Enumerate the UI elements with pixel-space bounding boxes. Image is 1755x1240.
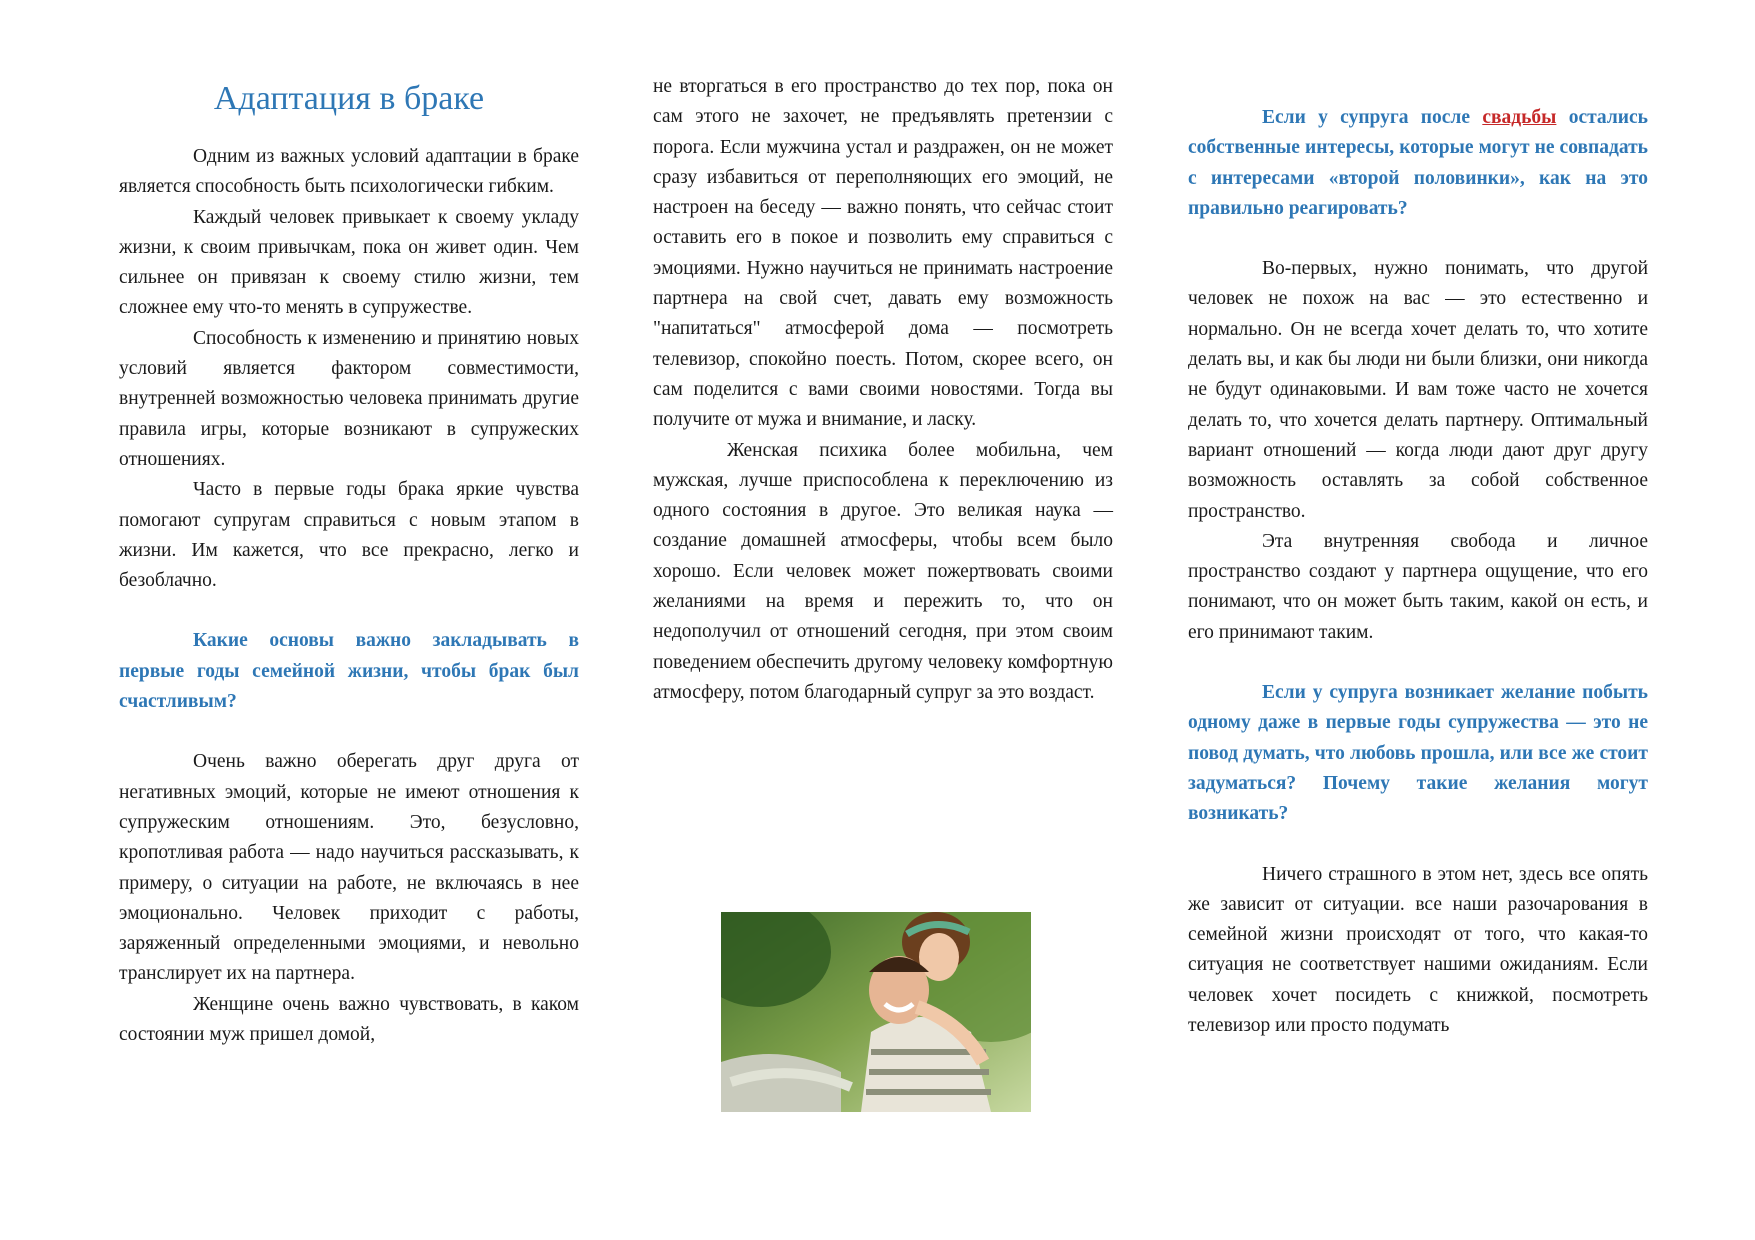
paragraph: Одним из важных условий адаптации в браке является способность быть психологически гибким.	[119, 146, 579, 198]
paragraph: Женская психика более мобильна, чем мужская, лучше приспособлена к переключению из одного состояния в другое. Это великая наука — создание домашней атмосферы, чтобы всем было хорошо. Если человек может пожертвовать своими желаниями на время и пережить то, что он недополучил от отношений сегодня, при этом своим поведением обеспечить другому человеку комфортную атмосферу, потом благодарный супруг за это воздаст.	[653, 439, 1113, 703]
column-middle	[653, 72, 1113, 708]
paragraph: Очень важно оберегать друг друга от негативных эмоций, которые не имеют отношения к супружеским отношениям. Это, безусловно, кропотливая работа — надо научиться рассказывать, к примеру, о ситуации на работе, не включаясь в нее эмоционально. Человек приходит с работы, заряженный определенными эмоциями, и невольно транслирует их на партнера.	[119, 751, 579, 985]
paragraph: не вторгаться в его пространство до тех пор, пока он сам этого не захочет, не предъявлять претензии с порога. Если мужчина устал и раздражен, он не может сразу избавиться от переполняющих его эмоций, не настроен на беседу — важно понять, что сейчас стоит оставить его в покое и позволить ему справиться с эмоциями. Нужно научиться не принимать настроение партнера на свой счет, давать ему возможность "напитаться" атмосферой дома — посмотреть телевизор, спокойно поесть. Потом, скорее всего, он сам поделится с вами своими новостями. Тогда вы получите от мужа и внимание, и ласку.	[653, 76, 1113, 431]
paragraph: Эта внутренняя свобода и личное пространство создают у партнера ощущение, что его понимают, что он может быть таким, какой он есть, и его принимают таким.	[1188, 530, 1648, 643]
paragraph: Каждый человек привыкает к своему укладу жизни, к своим привычкам, пока он живет один. Чем сильнее он привязан к своему стилю жизни, тем сложнее ему что-то менять в супружестве.	[119, 206, 579, 319]
page-title: Адаптация в браке	[213, 80, 485, 117]
column-right	[1188, 103, 1648, 1041]
question-heading: Какие основы важно закладывать в первые годы семейной жизни, чтобы брак был счастливым?	[119, 630, 579, 713]
question-text: Если у супруга после	[1262, 107, 1483, 128]
wedding-link[interactable]: свадьбы	[1482, 107, 1557, 128]
question-heading	[1188, 103, 1648, 224]
paragraph: Ничего страшного в этом нет, здесь все опять же зависит от ситуации. все наши разочарования в семейной жизни происходят от того, что какая-то ситуация не соответствует нашими ожиданиям. Если человек хочет посидеть с книжкой, посмотреть телевизор или просто подумать	[1188, 863, 1648, 1037]
paragraph: Во-первых, нужно понимать, что другой человек не похож на вас — это естественно и нормально. Он не всегда хочет делать то, что хотите делать вы, и как бы люди ни были близки, они никогда не будут одинаковыми. И вам тоже часто не хочется делать то, что хочется делать партнеру. Оптимальный вариант отношений — когда люди дают друг другу возможность оставлять за собой собственное пространство.	[1188, 258, 1648, 522]
question-text: остались собственные интересы, которые могут не совпадать с интересами «второй половинки», как на это правильно реагировать?	[1188, 107, 1648, 219]
couple-photo	[721, 912, 1031, 1112]
question-heading: Если у супруга возникает желание побыть одному даже в первые годы супружества — это не повод думать, что любовь прошла, или все же стоит задуматься? Почему такие желания могут возникать?	[1188, 682, 1648, 825]
paragraph: Женщине очень важно чувствовать, в каком состоянии муж пришел домой,	[119, 993, 579, 1046]
column-left	[119, 70, 579, 1050]
paragraph: Часто в первые годы брака яркие чувства помогают супругам справиться с новым этапом в жизни. Им кажется, что все прекрасно, легко и безоблачно.	[119, 479, 579, 592]
paragraph: Способность к изменению и принятию новых условий является фактором совместимости, внутренней возможностью человека принимать другие правила игры, которые возникают в супружеских отношениях.	[119, 327, 579, 470]
